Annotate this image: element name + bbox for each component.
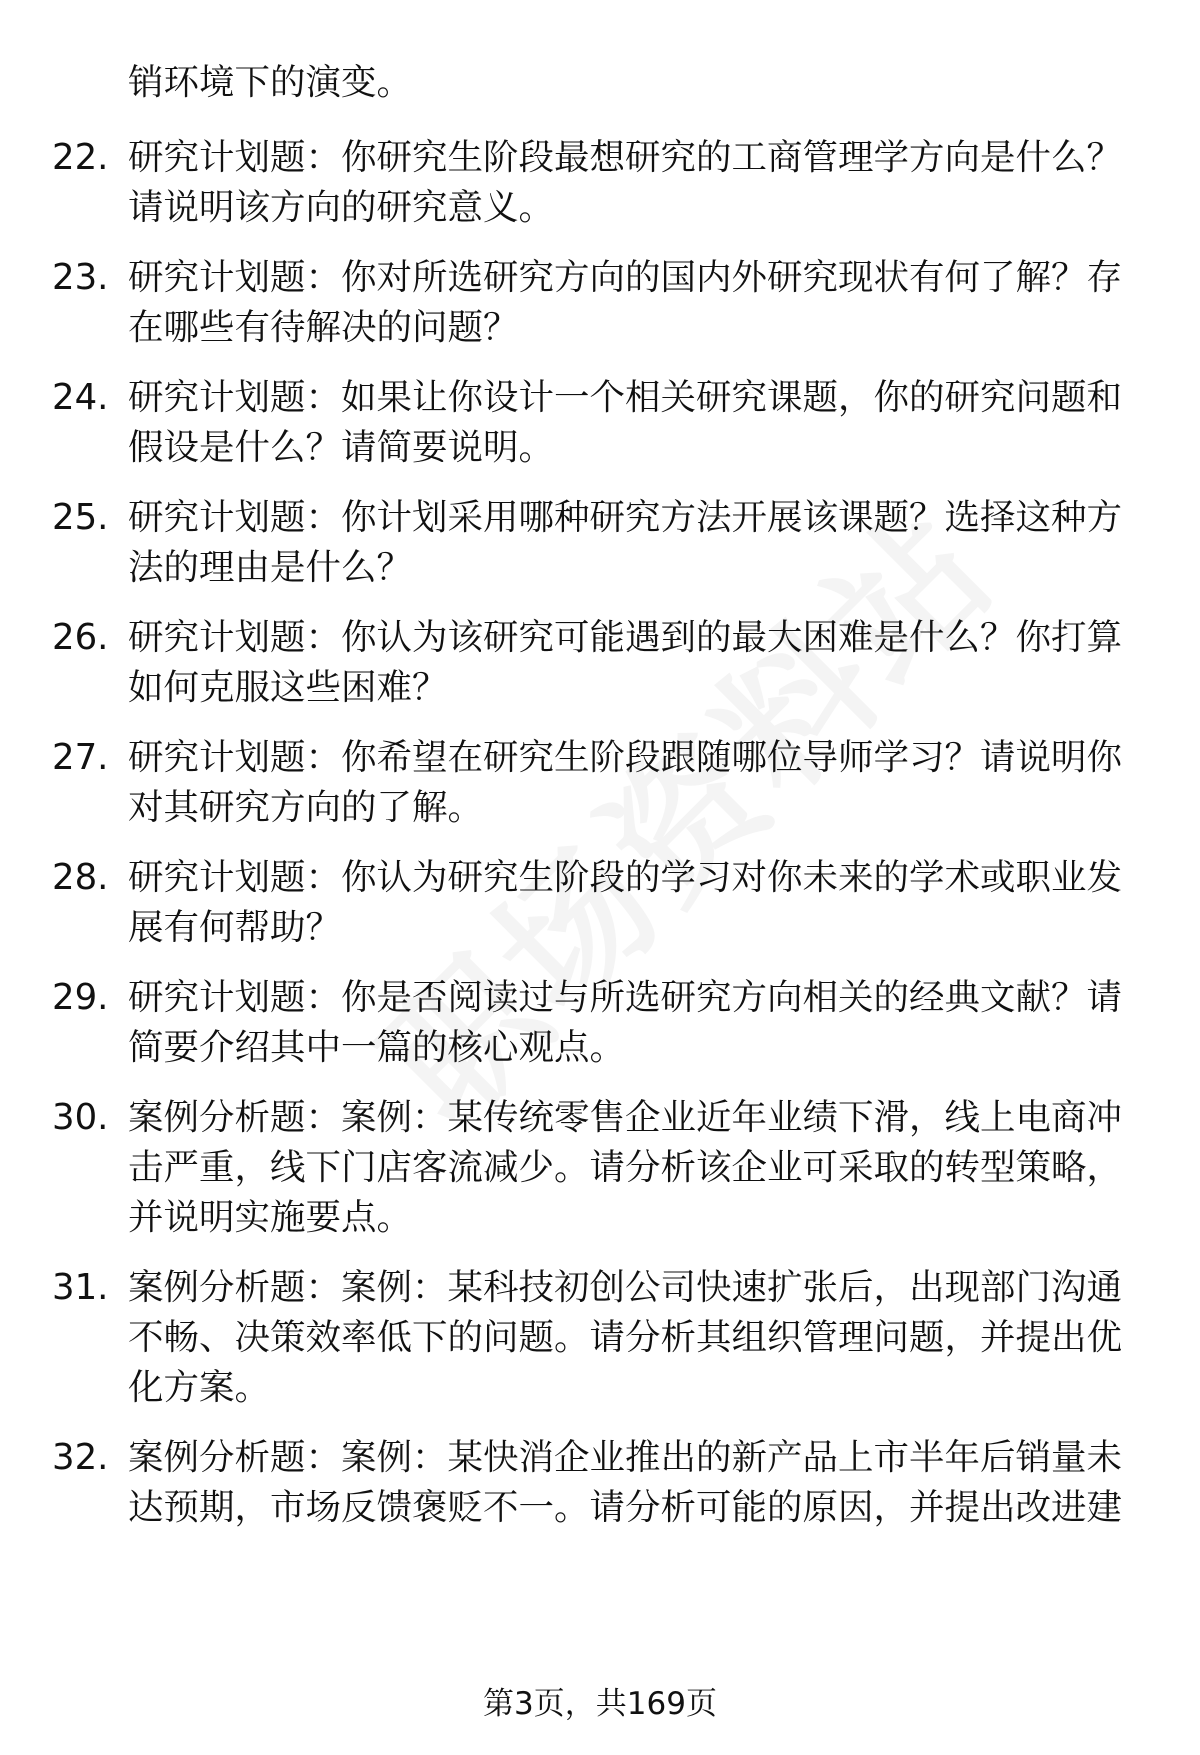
question-text: 研究计划题：你计划采用哪种研究方法开展该课题？选择这种方法的理由是什么？: [128, 497, 1123, 588]
question-text: 研究计划题：你认为研究生阶段的学习对你未来的学术或职业发展有何帮助？: [128, 857, 1123, 948]
question-item: [52, 253, 1142, 353]
question-text: 研究计划题：你研究生阶段最想研究的工商管理学方向是什么？请说明该方向的研究意义。: [128, 137, 1123, 228]
question-number: 25.: [52, 497, 109, 538]
question-number: 28.: [52, 857, 109, 898]
question-item: [52, 493, 1142, 593]
question-number: 22.: [52, 137, 109, 178]
question-item: [52, 973, 1142, 1073]
question-text: 案例分析题：案例：某科技初创公司快速扩张后，出现部门沟通不畅、决策效率低下的问题。请分析其组织管理问题，并提出优化方案。: [128, 1267, 1123, 1408]
question-text: 研究计划题：你希望在研究生阶段跟随哪位导师学习？请说明你对其研究方向的了解。: [128, 737, 1123, 828]
question-number: 23.: [52, 257, 109, 298]
question-item: [52, 1433, 1142, 1533]
question-text: 研究计划题：你认为该研究可能遇到的最大困难是什么？你打算如何克服这些困难？: [128, 617, 1123, 708]
continuation-text: 销环境下的演变。: [128, 62, 413, 103]
question-item: [52, 133, 1142, 233]
page-footer: 第3页，共169页: [483, 1686, 717, 1722]
question-number: 30.: [52, 1097, 109, 1138]
question-text: 案例分析题：案例：某传统零售企业近年业绩下滑，线上电商冲击严重，线下门店客流减少。请分析该企业可采取的转型策略，并说明实施要点。: [128, 1097, 1123, 1238]
question-number: 31.: [52, 1267, 109, 1308]
question-item: [52, 613, 1142, 713]
question-number: 29.: [52, 977, 109, 1018]
question-item: [52, 853, 1142, 953]
question-text: 研究计划题：你是否阅读过与所选研究方向相关的经典文献？请简要介绍其中一篇的核心观点。: [128, 977, 1123, 1068]
question-item: [52, 1093, 1142, 1243]
question-number: 26.: [52, 617, 109, 658]
question-number: 32.: [52, 1437, 109, 1478]
question-number: 24.: [52, 377, 109, 418]
question-text: 研究计划题：如果让你设计一个相关研究课题，你的研究问题和假设是什么？请简要说明。: [128, 377, 1123, 468]
question-item: [52, 733, 1142, 833]
question-text: 案例分析题：案例：某快消企业推出的新产品上市半年后销量未达预期，市场反馈褒贬不一。请分析可能的原因，并提出改进建: [128, 1437, 1123, 1528]
question-item: [52, 373, 1142, 473]
question-number: 27.: [52, 737, 109, 778]
question-item: [52, 1263, 1142, 1413]
question-text: 研究计划题：你对所选研究方向的国内外研究现状有何了解？存在哪些有待解决的问题？: [128, 257, 1123, 348]
